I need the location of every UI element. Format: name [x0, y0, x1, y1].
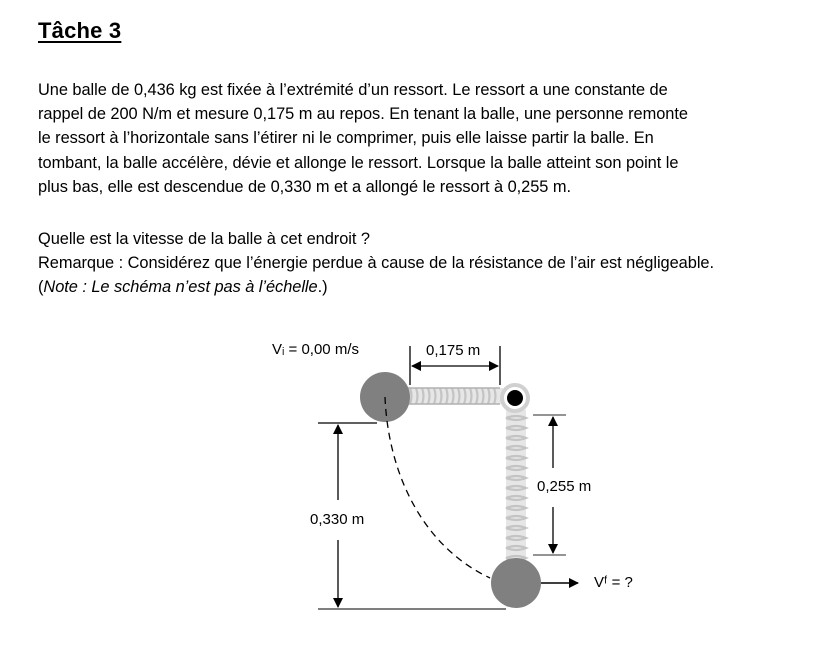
drop-height-label: 0,330 m: [310, 511, 365, 528]
final-ball: [491, 558, 541, 608]
trajectory-path: [385, 397, 490, 578]
problem-line: tombant, la balle accélère, dévie et allonge le ressort. Lorsque la balle atteint son point le: [38, 153, 679, 172]
problem-line: Une balle de 0,436 kg est fixée à l’extrémité d’un ressort. Le ressort a une constante de: [38, 81, 668, 99]
final-velocity-label: Vᶠ = ?: [594, 574, 633, 591]
horizontal-spring: [408, 388, 503, 404]
problem-line: rappel de 200 N/m et mesure 0,175 m au repos. En tenant la balle, une personne remonte: [38, 105, 688, 124]
rest-length-label: 0,175 m: [426, 342, 481, 359]
pivot-icon: [507, 390, 523, 406]
problem-line: le ressort à l’horizontale sans l’étirer ni le comprimer, puis elle laisse partir la balle. En: [38, 129, 654, 148]
vertical-spring: [506, 410, 526, 570]
note-text: (Note : Le schéma n’est pas à l’échelle.): [38, 278, 328, 297]
question-text: Quelle est la vitesse de la balle à cet endroit ?: [38, 230, 370, 248]
initial-velocity-label: Vᵢ = 0,00 m/s: [272, 341, 359, 358]
stretched-length-label: 0,255 m: [537, 478, 592, 495]
task-title: Tâche 3: [38, 18, 122, 43]
problem-line: plus bas, elle est descendue de 0,330 m et a allongé le ressort à 0,255 m.: [38, 177, 571, 196]
remark-text: Remarque : Considérez que l’énergie perdue à cause de la résistance de l’air est négligeable.: [38, 254, 714, 273]
note-italic: Note : Le schéma n’est pas à l’échelle: [43, 278, 318, 297]
